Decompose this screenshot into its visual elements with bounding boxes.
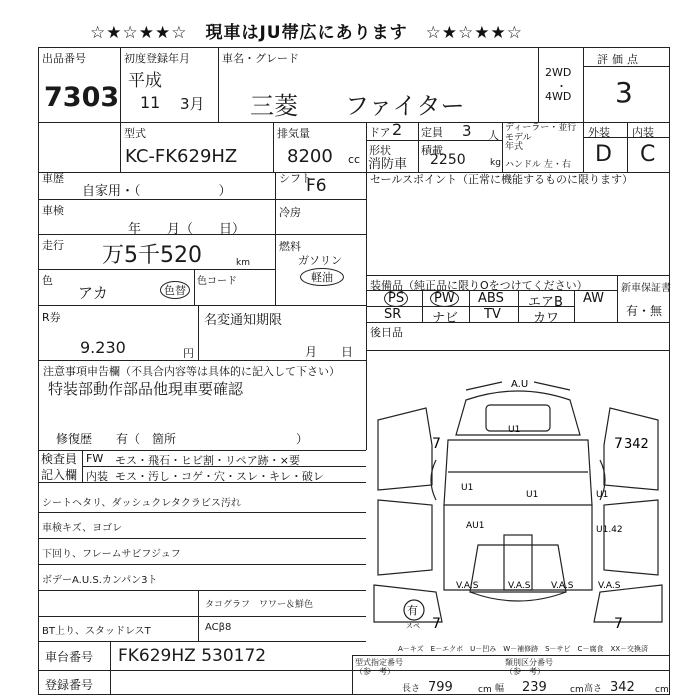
- name-change-date: 月 日: [305, 345, 354, 359]
- eq-airbag: エアB: [528, 295, 563, 310]
- eq-abs: ABS: [478, 291, 504, 306]
- fuel-label: 燃料: [279, 240, 301, 253]
- displacement-value: 8200: [287, 146, 333, 167]
- shaken-value: 年 月（ 日）: [128, 222, 246, 237]
- height-cm: cm: [655, 685, 669, 695]
- lot-no-value: 7303: [44, 82, 120, 113]
- model-year-label: モデル 年式: [505, 133, 532, 152]
- reg-label: 登録番号: [45, 678, 94, 692]
- kg-label: kg: [490, 158, 501, 168]
- vehicle-diagram: [366, 360, 670, 642]
- mark-1: U1: [508, 425, 521, 435]
- eq-sr: SR: [384, 307, 402, 322]
- load-value: 2250: [430, 152, 466, 168]
- exterior-value: D: [595, 142, 612, 167]
- fuel-diesel: 軽油: [300, 268, 344, 286]
- height-value: 342: [610, 680, 635, 695]
- interior-label: 内装: [632, 126, 654, 139]
- handle-label: ハンドル 左・右: [505, 160, 571, 170]
- extra-note-2: ACβ8: [205, 622, 232, 633]
- era-value: 平成: [128, 71, 162, 91]
- notes-value: 特装部動作部品他現車要確認: [48, 380, 244, 398]
- displacement-label: 排気量: [277, 127, 310, 140]
- dealer-label: ディーラー・並行: [505, 123, 577, 133]
- first-reg-label: 初度登録年月: [124, 52, 190, 65]
- rec-value: 9.230: [80, 338, 126, 357]
- model-code-value: KC-FK629HZ: [125, 146, 238, 167]
- capacity-label: 定員: [421, 126, 443, 139]
- door-label: ドア: [369, 126, 391, 139]
- mileage-label: 走行: [42, 239, 64, 252]
- eq-navi: ナビ: [432, 311, 459, 326]
- width-value: 239: [522, 680, 547, 695]
- shift-label: シフト: [279, 172, 312, 185]
- length-cm: cm: [478, 685, 492, 695]
- chassis-value: FK629HZ 530172: [118, 646, 267, 666]
- equipment-label: 装備品（純正品に限りOをつけてください）: [370, 279, 588, 292]
- length-value: 799: [428, 680, 453, 695]
- extra-note-1: タコグラフ ワワー＆鮮色: [205, 600, 314, 610]
- name-change-label: 名変通知期限: [204, 313, 283, 328]
- seats-unit: 人: [488, 129, 499, 142]
- side-note-1: シートヘタリ、ダッシュクレタクラビス汚れ: [42, 498, 241, 509]
- mark-4: U1: [596, 490, 609, 500]
- seats-value: 3: [462, 122, 472, 140]
- spare-label: 有: [407, 604, 418, 617]
- mark-10: V.A.S: [598, 581, 621, 591]
- fw-items: モス・飛石・ヒビ割・リペア跡・×要: [115, 454, 300, 467]
- mark-right-top: 7: [614, 436, 623, 452]
- doors-value: 2: [392, 120, 403, 139]
- length-label: 長さ: [402, 684, 421, 694]
- eq-tv: TV: [484, 307, 501, 322]
- side-note-3: 下回り、フレームサビフジュフ: [42, 549, 181, 560]
- model-value: ファイター: [345, 92, 465, 120]
- mileage-value: 万5千520: [102, 243, 202, 268]
- mark-2: U1: [461, 483, 474, 493]
- header-banner: ☆★☆★★☆ 現車はJU帯広にあります ☆★☆★★☆: [90, 23, 524, 43]
- nh-label: 内装: [86, 470, 108, 483]
- warranty-value: 有・無: [626, 304, 663, 318]
- eq-aw: AW: [583, 291, 605, 306]
- mark-left-bottom: 7: [432, 616, 441, 632]
- legend: A－キズ E－エクボ U－凹み W－補修跡 S－サビ C－腐食 XX－交換済: [398, 645, 649, 653]
- side-note-4: ボデーA.U.S.カンパン3ト: [42, 575, 158, 586]
- yen-label: 円: [183, 347, 194, 360]
- fw-label: FW: [86, 452, 104, 465]
- mark-5: AU1: [466, 521, 485, 531]
- lot-no-label: 出品番号: [42, 52, 86, 65]
- color-label: 色: [42, 274, 53, 287]
- history-label: 車歴: [42, 172, 64, 185]
- after-sale-label: 後日品: [370, 326, 403, 339]
- eq-pw: PW: [430, 290, 459, 307]
- mark-6: U1.42: [596, 525, 623, 535]
- desig-no-label: 型式指定番号 （参 考）: [355, 658, 403, 676]
- load-label: 積載: [421, 144, 443, 157]
- month-value: 3月: [180, 95, 205, 113]
- shape-label: 形状: [369, 144, 391, 157]
- exterior-label: 外装: [588, 126, 610, 139]
- notes-title: 注意事項申告欄（不具合内容等は具体的に記入して下さい）: [43, 365, 340, 378]
- mark-top-right-number: 342: [624, 437, 649, 452]
- maker-value: 三菱: [250, 92, 298, 120]
- interior-value: C: [640, 142, 656, 167]
- model-code-label: 型式: [124, 127, 146, 140]
- width-cm: cm: [570, 685, 584, 695]
- inspector-label: 検査員 記入欄: [41, 452, 78, 482]
- history-value: 自家用・（ ）: [82, 184, 232, 199]
- repair-history: 修復歴 有（ 箇所 ）: [56, 432, 309, 446]
- dot-label: ・: [556, 80, 567, 93]
- side-note-5: BT上り、スタッドレスT: [42, 626, 151, 637]
- rating-value: 3: [615, 76, 633, 109]
- mark-8: V.A.S: [508, 581, 531, 591]
- mark-left-top: 7: [432, 436, 441, 452]
- mark-3: U1: [526, 490, 539, 500]
- eq-ps: PS: [384, 290, 408, 307]
- shaken-label: 車検: [42, 204, 64, 217]
- color-value: アカ: [78, 284, 108, 302]
- mark-9: V.A.S: [551, 581, 574, 591]
- mark-right-bottom: 7: [614, 616, 623, 632]
- 4wd-label: 4WD: [545, 90, 572, 103]
- class-no-label: 類別区分番号 （参 考）: [505, 658, 553, 676]
- mark-7: V.A.S: [456, 581, 479, 591]
- color-mark: 色替: [160, 281, 190, 299]
- sales-point-label: セールスポイント（正常に機能するものに限ります）: [370, 173, 634, 186]
- rating-label: 評価点: [597, 53, 642, 66]
- nh-items: モス・汚し・コゲ・穴・スレ・キレ・破レ: [115, 470, 324, 483]
- warranty-label: 新車保証書: [621, 283, 671, 294]
- rec-label: R券: [42, 311, 61, 324]
- chassis-label: 車台番号: [45, 650, 94, 664]
- color-code-label: 色コード: [197, 276, 237, 287]
- height-label: 高さ: [584, 684, 603, 694]
- diagram-au-top: A.U: [511, 379, 529, 390]
- shift-value: F6: [306, 176, 327, 196]
- 2wd-label: 2WD: [545, 66, 572, 79]
- cc-label: cc: [348, 153, 361, 166]
- eq-leather: カワ: [533, 311, 560, 326]
- km-label: km: [236, 258, 250, 268]
- shape-value: 消防車: [368, 157, 408, 172]
- year-value: 11: [140, 93, 161, 112]
- spare-sub: スペ: [406, 622, 420, 630]
- fuel-gasoline: ガソリン: [298, 254, 342, 267]
- maker-grade-label: 車名・グレード: [222, 52, 299, 65]
- cooler-label: 冷房: [279, 206, 301, 219]
- width-label: 幅: [495, 684, 505, 694]
- side-note-2: 車検キズ、ヨゴレ: [42, 523, 123, 534]
